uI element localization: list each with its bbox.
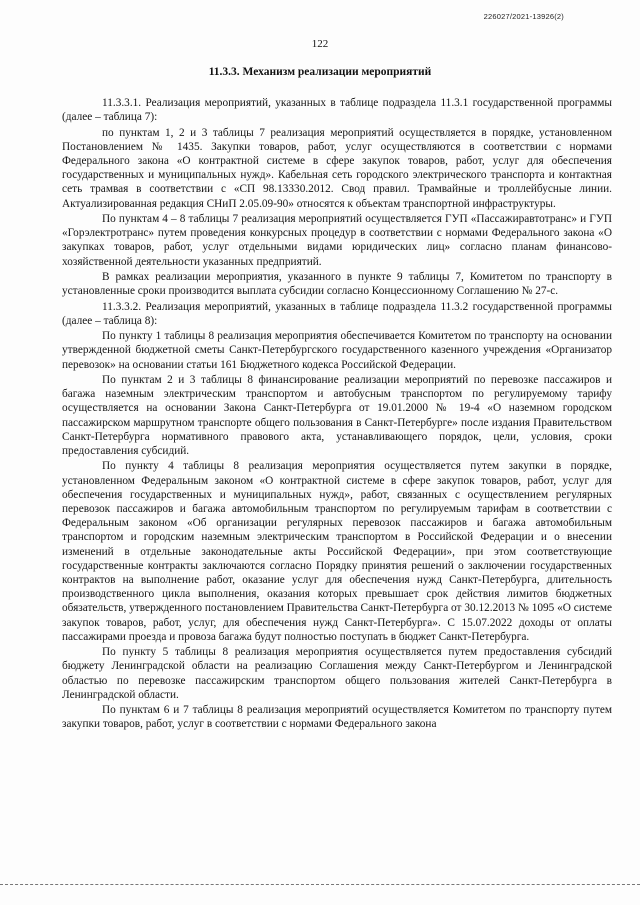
scan-edge-line [0,884,640,885]
paragraph: По пунктам 6 и 7 таблицы 8 реализация мероприятий осуществляется Комитетом по транспорту путем закупки товаров, работ, услуг в соответствии с нормами Федерального закона [62,704,612,731]
document-number: 226027/2021-13926(2) [483,12,564,21]
paragraph: 11.3.3.2. Реализация мероприятий, указанных в таблице подраздела 11.3.2 государственной программы (далее – таблица 8): [62,300,612,327]
paragraph: По пункту 1 таблицы 8 реализация мероприятия обеспечивается Комитетом по транспорту на основании утвержденной бюджетной сметы Санкт-Петербургского государственного казенного учреждения «Организатор перевозок» на основании статьи 161 Бюджетного кодекса Российской Федерации. [62,330,612,371]
paragraph: В рамках реализации мероприятия, указанного в пункте 9 таблицы 7, Комитетом по транспорту в установленные сроки производится выплата субсидии согласно Концессионному Соглашению № 27-с. [62,271,612,298]
paragraph: 11.3.3.1. Реализация мероприятий, указанных в таблице подраздела 11.3.1 государственной программы (далее – таблица 7): [62,97,612,124]
page-number: 122 [311,38,329,50]
section-title: 11.3.3. Механизм реализации мероприятий [208,66,432,78]
document-body [62,96,612,733]
paragraph: По пунктам 4 – 8 таблицы 7 реализация мероприятий осуществляется ГУП «Пассажиравтотранс» и ГУП «Горэлектротранс» путем проведения конкурсных процедур в соответствии с нормами Федерального закона «О закупках товаров, работ, услуг отдельными видами юридических лиц» согласно планам финансово-хозяйственной деятельности указанных предприятий. [62,213,612,268]
paragraph: По пункту 5 таблицы 8 реализация мероприятия осуществляется путем предоставления субсидий бюджету Ленинградской области на реализацию Соглашения между Санкт-Петербургом и Ленинградской областью по перевозке пассажирским транспортом общего пользования жителей Санкт-Петербурга в Ленинградской области. [62,646,612,701]
paragraph: По пунктам 2 и 3 таблицы 8 финансирование реализации мероприятий по перевозке пассажиров и багажа наземным электрическим транспортом и автобусным транспортом по регулируемому тарифу осуществляется на основании Закона Санкт-Петербурга от 19.01.2000 № 19-4 «О наземном городском пассажирском маршрутном транспорте общего пользования в Санкт-Петербурге» после издания Правительством Санкт-Петербурга нормативного правового акта, устанавливающего порядок, цели, условия, сроки предоставления субсидий. [62,373,612,457]
paragraph: По пункту 4 таблицы 8 реализация мероприятия осуществляется путем закупки в порядке, установленном Федеральным законом «О контрактной системе в сфере закупок товаров, работ, услуг для обеспечения государственных и муниципальных нужд», работ, связанных с осуществлением регулярных перевозок пассажиров и багажа автомобильным транспортом по регулируемым тарифам в соответствии с Федеральным законом «Об организации регулярных перевозок пассажиров и багажа автомобильным транспортом и городским наземным электрическим транспортом в Российской Федерации и о внесении изменений в отдельные законодательные акты Российской Федерации», при этом соответствующие государственные контракты заключаются согласно Порядку принятия решений о заключении государственных контрактов на выполнение работ, оказание услуг для обеспечения нужд Санкт-Петербурга, длительность производственного цикла выполнения, оказания которых превышает срок действия лимитов бюджетных обязательств, утвержденного постановлением Правительства Санкт-Петербурга от 30.12.2013 № 1095 «О системе закупок товаров, работ, услуг, для обеспечения нужд Санкт-Петербурга». С 15.07.2022 доходы от оплаты пассажирами проезда и провоза багажа будут полностью поступать в бюджет Санкт-Петербурга. [62,460,612,643]
paragraph: по пунктам 1, 2 и 3 таблицы 7 реализация мероприятий осуществляется в порядке, установленном Постановлением № 1435. Закупки товаров, работ, услуг осуществляются в соответствии с нормами Федерального закона «О контрактной системе в сфере закупок товаров, работ, услуг для обеспечения государственных и муниципальных нужд». Кабельная сеть городского электрического транспорта и контактная сеть трамвая в соответствии с «СП 98.13330.2012. Свод правил. Трамвайные и троллейбусные линии. Актуализированная редакция СНиП 2.05.09-90» относятся к объектам транспортной инфраструктуры. [62,126,612,210]
